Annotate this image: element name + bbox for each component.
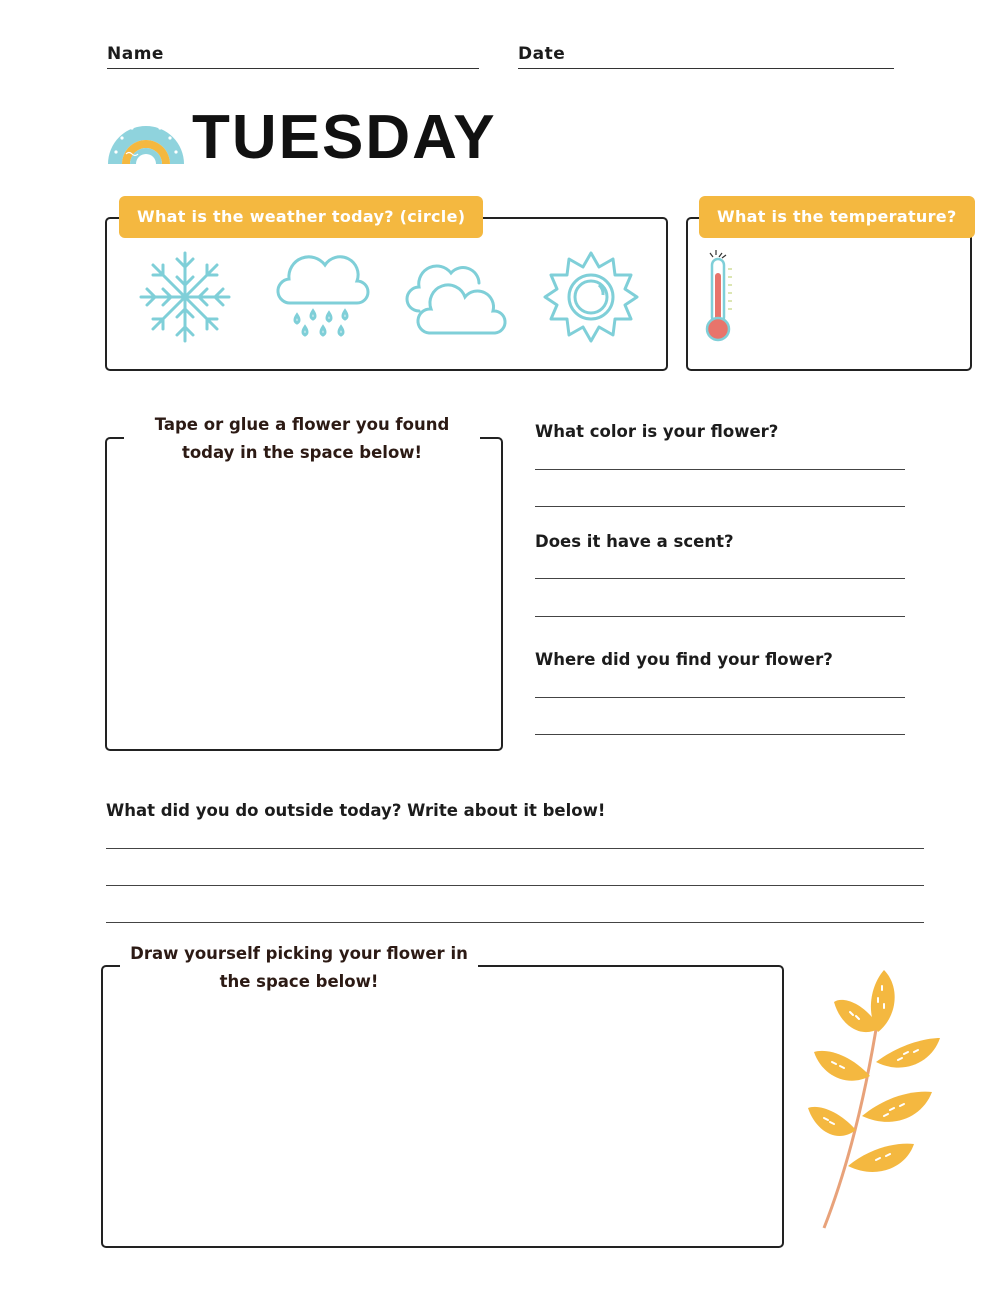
- question-flower-color: What color is your flower?: [535, 422, 779, 441]
- temperature-prompt-tag: What is the temperature?: [699, 196, 975, 238]
- snowflake-icon[interactable]: [133, 249, 237, 345]
- question-scent: Does it have a scent?: [535, 532, 734, 551]
- answer-line[interactable]: [535, 506, 905, 507]
- draw-caption-line-1: Draw yourself picking your flower in: [130, 944, 468, 963]
- answer-line[interactable]: [535, 734, 905, 735]
- name-field[interactable]: [107, 68, 479, 69]
- leaf-branch-icon: [804, 966, 944, 1232]
- weather-box: [105, 217, 668, 371]
- draw-box-caption: [120, 940, 478, 996]
- weather-prompt-tag: What is the weather today? (circle): [119, 196, 483, 238]
- rainbow-icon: [106, 108, 186, 166]
- question-where-found: Where did you find your flower?: [535, 650, 833, 669]
- writing-line[interactable]: [106, 848, 924, 849]
- name-label: Name: [107, 44, 164, 64]
- answer-line[interactable]: [535, 578, 905, 579]
- thermometer-icon: [702, 249, 742, 343]
- writing-line[interactable]: [106, 922, 924, 923]
- date-label: Date: [518, 44, 566, 64]
- flower-caption-line-1: Tape or glue a flower you found: [154, 415, 450, 434]
- flower-box-caption: [124, 411, 480, 467]
- answer-line[interactable]: [535, 697, 905, 698]
- page-title: TUESDAY: [192, 103, 497, 172]
- answer-line[interactable]: [535, 616, 905, 617]
- answer-line[interactable]: [535, 469, 905, 470]
- outside-prompt: What did you do outside today? Write about it below!: [106, 801, 606, 820]
- date-field[interactable]: [518, 68, 894, 69]
- rain-cloud-icon[interactable]: [273, 251, 371, 341]
- draw-caption-line-2: the space below!: [219, 972, 379, 991]
- drawing-box[interactable]: [101, 965, 784, 1248]
- flower-attach-box[interactable]: [105, 437, 503, 751]
- flower-caption-line-2: today in the space below!: [181, 443, 423, 462]
- temperature-box: [686, 217, 972, 371]
- writing-line[interactable]: [106, 885, 924, 886]
- cloudy-icon[interactable]: [405, 261, 509, 337]
- sun-icon[interactable]: [543, 249, 639, 345]
